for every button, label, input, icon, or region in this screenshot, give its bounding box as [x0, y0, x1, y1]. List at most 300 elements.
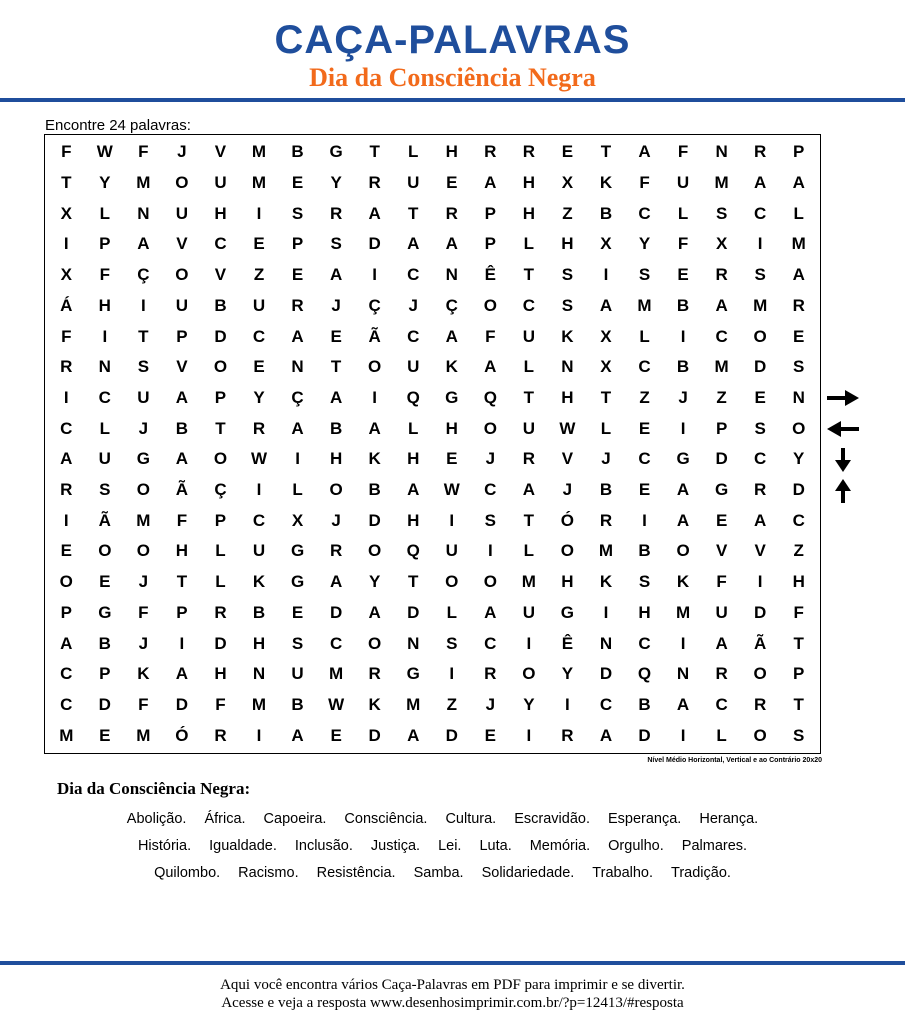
grid-cell: T	[330, 357, 342, 377]
grid-cell: P	[99, 234, 111, 254]
grid-cell: R	[484, 664, 497, 684]
grid-cell: A	[175, 387, 189, 407]
grid-cell: F	[639, 173, 650, 193]
grid-cell: C	[638, 357, 651, 377]
word-list-line	[40, 860, 845, 887]
grid-cell: Y	[99, 173, 111, 193]
grid-cell: H	[522, 173, 535, 193]
grid-cell: L	[523, 541, 535, 561]
arrow-right-icon	[826, 387, 860, 409]
grid-cell: I	[372, 265, 378, 285]
instructions: Encontre 24 palavras:	[45, 117, 191, 134]
grid-cell: F	[677, 234, 689, 254]
grid-cell: R	[754, 694, 767, 714]
grid-cell: C	[522, 295, 535, 315]
grid-cell: R	[329, 541, 343, 561]
grid-cell: N	[792, 387, 805, 407]
grid-cell: S	[561, 265, 574, 285]
word-list-item: Capoeira.	[263, 811, 327, 827]
grid-cell: C	[60, 418, 73, 438]
grid-cell: U	[676, 173, 690, 193]
grid-cell: Z	[793, 541, 804, 561]
grid-cell: E	[253, 357, 265, 377]
grid-cell: O	[483, 572, 497, 592]
grid-cell: R	[329, 203, 343, 223]
grid-cell: O	[676, 541, 690, 561]
grid-cell: D	[368, 234, 381, 254]
grid-cell: G	[406, 664, 420, 684]
grid-cell: A	[599, 725, 613, 745]
grid-cell: A	[676, 694, 690, 714]
grid-cell: S	[638, 572, 651, 592]
grid-cell: S	[291, 203, 304, 223]
grid-cell: C	[407, 265, 420, 285]
grid-cell: E	[715, 510, 728, 530]
grid-cell: S	[754, 265, 766, 285]
grid-cell: I	[680, 418, 686, 438]
grid-cell: N	[252, 664, 266, 684]
grid-cell: C	[60, 664, 73, 684]
grid-cell: X	[600, 357, 612, 377]
grid-cell: B	[599, 203, 613, 223]
grid-cell: S	[638, 265, 651, 285]
grid-cell: E	[793, 326, 805, 346]
grid-cell: I	[63, 387, 69, 407]
grid-cell: E	[677, 265, 689, 285]
grid-cell: E	[99, 725, 111, 745]
word-list-item: Trabalho.	[592, 865, 654, 881]
grid-cell: J	[485, 449, 496, 469]
grid-cell: Z	[562, 203, 573, 223]
grid-cell: C	[599, 694, 613, 714]
grid-cell: D	[599, 664, 613, 684]
footer-line-2: Acesse e veja a resposta www.desenhosimprimir.com.br/?p=12413/#resposta	[221, 995, 684, 1011]
grid-cell: R	[484, 142, 497, 162]
grid-cell: K	[599, 572, 613, 592]
grid-cell: B	[291, 694, 304, 714]
grid-cell: T	[408, 572, 419, 592]
grid-cell: L	[99, 203, 111, 223]
grid-cell: K	[252, 572, 266, 592]
footer-line-1: Aqui você encontra vários Caça-Palavras em PDF para imprimir e se divertir.	[220, 977, 685, 993]
grid-cell: D	[715, 449, 728, 469]
grid-cell: J	[485, 694, 496, 714]
grid-cell: H	[522, 203, 535, 223]
grid-cell: W	[328, 694, 345, 714]
word-list-item: Palmares.	[681, 838, 748, 854]
grid-cell: V	[715, 541, 728, 561]
grid-cell: J	[138, 418, 149, 438]
grid-cell: F	[176, 510, 188, 530]
grid-cell: R	[715, 265, 728, 285]
grid-cell: Ê	[561, 633, 574, 653]
level-note: Nível Médio Horizontal, Vertical e ao Contrário 20x20	[647, 757, 822, 764]
grid-cell: Z	[716, 387, 727, 407]
grid-cell: Y	[523, 694, 535, 714]
word-list-item: Lei.	[438, 838, 462, 854]
grid-cell: U	[407, 173, 420, 193]
grid-cell: E	[638, 480, 651, 500]
arrow-up-icon	[826, 480, 860, 502]
grid-cell: D	[754, 602, 767, 622]
grid-cell: U	[407, 357, 420, 377]
grid-cell: E	[446, 173, 458, 193]
grid-cell: H	[561, 572, 574, 592]
grid-cell: A	[445, 234, 458, 254]
page-subtitle: Dia da Consciência Negra	[309, 63, 596, 92]
grid-cell: F	[485, 326, 496, 346]
grid-cell: Ç	[214, 480, 227, 500]
grid-cell: N	[445, 265, 458, 285]
grid-cell: Ã	[754, 633, 767, 653]
grid-cell: N	[599, 633, 613, 653]
grid-cell: P	[793, 664, 805, 684]
grid-cell: A	[407, 234, 420, 254]
grid-cell: U	[291, 664, 304, 684]
grid-cell: N	[98, 357, 111, 377]
grid-cell: T	[523, 387, 535, 407]
word-list-item: Luta.	[479, 838, 512, 854]
grid-cell: K	[368, 449, 381, 469]
grid-cell: U	[252, 295, 266, 315]
grid-cell: C	[214, 234, 227, 254]
grid-cell: C	[715, 326, 728, 346]
grid-cell: B	[676, 295, 690, 315]
grid-cell: X	[60, 265, 72, 285]
top-divider	[0, 98, 905, 102]
grid-cell: A	[484, 173, 497, 193]
grid-cell: E	[330, 326, 342, 346]
grid-cell: Y	[793, 449, 805, 469]
grid-cell: B	[638, 541, 651, 561]
grid-cell: D	[214, 326, 227, 346]
grid-cell: O	[483, 295, 497, 315]
grid-cell: P	[60, 602, 72, 622]
grid-cell: H	[252, 633, 266, 653]
grid-cell: D	[368, 510, 381, 530]
grid-cell: C	[98, 387, 111, 407]
grid-cell: A	[291, 418, 304, 438]
grid-cell: J	[601, 449, 611, 469]
grid-cell: S	[561, 295, 574, 315]
grid-cell: V	[561, 449, 574, 469]
grid-cell: F	[215, 694, 226, 714]
grid-cell: M	[136, 173, 151, 193]
grid-cell: L	[639, 326, 650, 346]
grid-cell: S	[291, 633, 304, 653]
grid-cell: J	[331, 510, 341, 530]
grid-cell: W	[96, 142, 113, 162]
grid-cell: J	[408, 295, 418, 315]
grid-cell: T	[369, 142, 380, 162]
grid-cell: R	[252, 418, 266, 438]
word-list-item: Igualdade.	[209, 838, 277, 854]
grid-cell: A	[175, 664, 189, 684]
grid-cell: O	[368, 357, 382, 377]
word-list-item: Orgulho.	[608, 838, 664, 854]
grid-cell: Q	[637, 664, 652, 684]
grid-cell: S	[330, 234, 342, 254]
grid-cell: U	[715, 602, 728, 622]
grid-cell: F	[677, 142, 689, 162]
grid-cell: K	[676, 572, 690, 592]
arrow-down-icon	[826, 449, 860, 471]
grid-cell: L	[523, 357, 535, 377]
grid-cell: Z	[446, 694, 457, 714]
grid-cell: U	[522, 418, 535, 438]
grid-cell: H	[792, 572, 805, 592]
grid-cell: B	[638, 694, 651, 714]
grid-cell: P	[484, 234, 496, 254]
grid-cell: S	[754, 418, 766, 438]
grid-cell: E	[60, 541, 72, 561]
grid-cell: P	[176, 326, 188, 346]
grid-cell: I	[141, 295, 146, 315]
grid-cell: B	[676, 357, 690, 377]
grid-cell: T	[61, 173, 72, 193]
grid-cell: C	[252, 510, 266, 530]
grid-cell: A	[60, 449, 73, 469]
grid-cell: O	[329, 480, 343, 500]
grid-cell: S	[715, 203, 728, 223]
grid-cell: U	[522, 602, 535, 622]
grid-cell: L	[716, 725, 727, 745]
grid-cell: I	[680, 633, 686, 653]
grid-cell: O	[445, 572, 459, 592]
grid-cell: F	[61, 326, 72, 346]
grid-cell: C	[715, 694, 728, 714]
grid-cell: R	[522, 449, 535, 469]
grid-cell: A	[137, 234, 150, 254]
grid-cell: Ê	[484, 265, 496, 285]
grid-cell: I	[680, 725, 686, 745]
grid-cell: P	[291, 234, 304, 254]
grid-cell: O	[213, 357, 228, 377]
grid-cell: I	[603, 602, 609, 622]
grid-cell: O	[368, 541, 382, 561]
word-list-item: Solidariedade.	[481, 865, 575, 881]
grid-cell: E	[330, 725, 342, 745]
grid-cell: T	[793, 633, 804, 653]
grid-cell: E	[291, 173, 304, 193]
grid-cell: R	[599, 510, 613, 530]
grid-cell: H	[98, 295, 111, 315]
bottom-divider	[0, 961, 905, 965]
grid-cell: R	[60, 357, 73, 377]
grid-cell: P	[214, 510, 227, 530]
word-list-item: Resistência.	[316, 865, 396, 881]
grid-cell: H	[214, 203, 227, 223]
word-list-item: Consciência.	[344, 811, 428, 827]
grid-cell: O	[136, 480, 150, 500]
grid-cell: G	[98, 602, 112, 622]
grid-cell: A	[175, 449, 189, 469]
grid-cell: I	[487, 541, 493, 561]
grid-cell: F	[138, 142, 149, 162]
grid-cell: Y	[368, 572, 381, 592]
grid-cell: X	[291, 510, 304, 530]
grid-cell: M	[714, 357, 729, 377]
grid-cell: J	[331, 295, 341, 315]
grid-cell: M	[251, 142, 267, 162]
grid-cell: I	[102, 326, 108, 346]
grid-cell: H	[445, 142, 458, 162]
grid-cell: S	[484, 510, 496, 530]
grid-cell: L	[215, 541, 226, 561]
grid-cell: O	[522, 664, 536, 684]
grid-cell: C	[638, 203, 651, 223]
grid-cell: I	[179, 633, 185, 653]
grid-cell: M	[329, 664, 344, 684]
grid-cell: N	[561, 357, 574, 377]
grid-cell: C	[252, 326, 266, 346]
grid-cell: I	[449, 510, 455, 530]
grid-cell: P	[176, 602, 188, 622]
grid-cell: S	[793, 725, 805, 745]
grid-cell: C	[407, 326, 420, 346]
grid-cell: A	[792, 173, 805, 193]
grid-cell: A	[368, 418, 381, 438]
grid-cell: U	[522, 326, 535, 346]
grid-cell: A	[754, 173, 767, 193]
grid-cell: A	[715, 295, 728, 315]
grid-cell: N	[715, 142, 728, 162]
grid-cell: C	[754, 449, 767, 469]
grid-cell: Ã	[175, 480, 189, 500]
word-list-item: África.	[204, 811, 246, 827]
grid-cell: L	[215, 572, 226, 592]
grid-cell: I	[449, 664, 455, 684]
grid-cell: Y	[561, 664, 574, 684]
word-list-line	[40, 806, 845, 833]
grid-cell: S	[99, 480, 111, 500]
grid-cell: H	[329, 449, 343, 469]
grid-cell: Q	[483, 387, 497, 407]
grid-cell: E	[291, 265, 304, 285]
grid-cell: W	[443, 480, 460, 500]
grid-cell: Q	[406, 387, 420, 407]
grid-cell: I	[680, 326, 686, 346]
grid-cell: U	[98, 449, 111, 469]
grid-cell: R	[214, 725, 227, 745]
grid-cell: I	[256, 480, 262, 500]
grid-cell: B	[214, 295, 227, 315]
grid-cell: H	[175, 541, 189, 561]
grid-cell: O	[175, 173, 189, 193]
grid-cell: Ó	[560, 510, 575, 530]
grid-cell: I	[63, 234, 69, 254]
grid-cell: O	[483, 418, 497, 438]
grid-cell: L	[446, 602, 457, 622]
grid-cell: U	[175, 295, 189, 315]
grid-cell: J	[562, 480, 573, 500]
grid-cell: A	[522, 480, 535, 500]
grid-cell: R	[561, 725, 574, 745]
grid-cell: O	[213, 449, 228, 469]
grid-cell: M	[637, 295, 652, 315]
word-list-item: Tradição.	[671, 865, 731, 881]
grid-cell: L	[600, 418, 612, 438]
grid-cell: I	[565, 694, 570, 714]
grid-cell: Ç	[445, 295, 458, 315]
grid-cell: R	[368, 664, 381, 684]
grid-cell: E	[291, 602, 304, 622]
grid-cell: A	[792, 265, 805, 285]
grid-cell: H	[214, 664, 227, 684]
grid-cell: O	[98, 541, 112, 561]
grid-cell: R	[792, 295, 805, 315]
grid-cell: I	[256, 203, 262, 223]
grid-cell: Y	[638, 234, 651, 254]
grid-cell: Ç	[137, 265, 150, 285]
grid-cell: L	[408, 142, 419, 162]
grid-cell: Á	[60, 295, 73, 315]
word-list-item: História.	[137, 838, 192, 854]
grid-cell: G	[676, 449, 690, 469]
grid-cell: I	[372, 387, 378, 407]
grid-cell: R	[715, 664, 728, 684]
grid-cell: K	[445, 357, 458, 377]
grid-cell: E	[561, 142, 574, 162]
grid-cell: V	[214, 142, 227, 162]
word-list-item: Justiça.	[370, 838, 421, 854]
grid-cell: D	[175, 694, 189, 714]
grid-cell: P	[715, 418, 728, 438]
word-list-item: Cultura.	[445, 811, 497, 827]
grid-cell: Ã	[98, 510, 111, 530]
word-list-title: Dia da Consciência Negra:	[57, 779, 251, 798]
grid-cell: Y	[253, 387, 265, 407]
grid-cell: T	[215, 418, 226, 438]
grid-cell: M	[675, 602, 691, 622]
grid-cell: E	[754, 387, 766, 407]
grid-cell: C	[60, 694, 73, 714]
arrow-left-icon	[826, 418, 860, 440]
grid-cell: F	[99, 265, 111, 285]
grid-cell: K	[137, 664, 150, 684]
grid-cell: K	[368, 694, 381, 714]
grid-cell: W	[559, 418, 576, 438]
grid-cell: C	[754, 203, 767, 223]
word-list-item: Esperança.	[607, 811, 682, 827]
grid-cell: A	[291, 326, 304, 346]
grid-cell: A	[368, 203, 381, 223]
word-list-item: Inclusão.	[294, 838, 353, 854]
grid-cell: I	[757, 234, 763, 254]
grid-cell: V	[754, 541, 766, 561]
grid-cell: M	[59, 725, 74, 745]
word-list-line	[40, 833, 845, 860]
grid-cell: X	[561, 173, 574, 193]
grid-cell: T	[523, 265, 535, 285]
grid-cell: A	[368, 602, 381, 622]
direction-arrows	[826, 387, 860, 511]
grid-cell: I	[603, 265, 609, 285]
grid-cell: C	[484, 480, 497, 500]
grid-cell: O	[792, 418, 806, 438]
grid-cell: E	[484, 725, 496, 745]
grid-cell: V	[176, 234, 188, 254]
grid-cell: Z	[253, 265, 265, 285]
grid-cell: A	[599, 295, 613, 315]
grid-cell: O	[753, 326, 767, 346]
grid-cell: C	[638, 633, 651, 653]
grid-cell: M	[598, 541, 614, 561]
grid-cell: L	[99, 418, 111, 438]
grid-cell: A	[407, 725, 420, 745]
grid-cell: O	[59, 572, 73, 592]
grid-cell: K	[561, 326, 574, 346]
